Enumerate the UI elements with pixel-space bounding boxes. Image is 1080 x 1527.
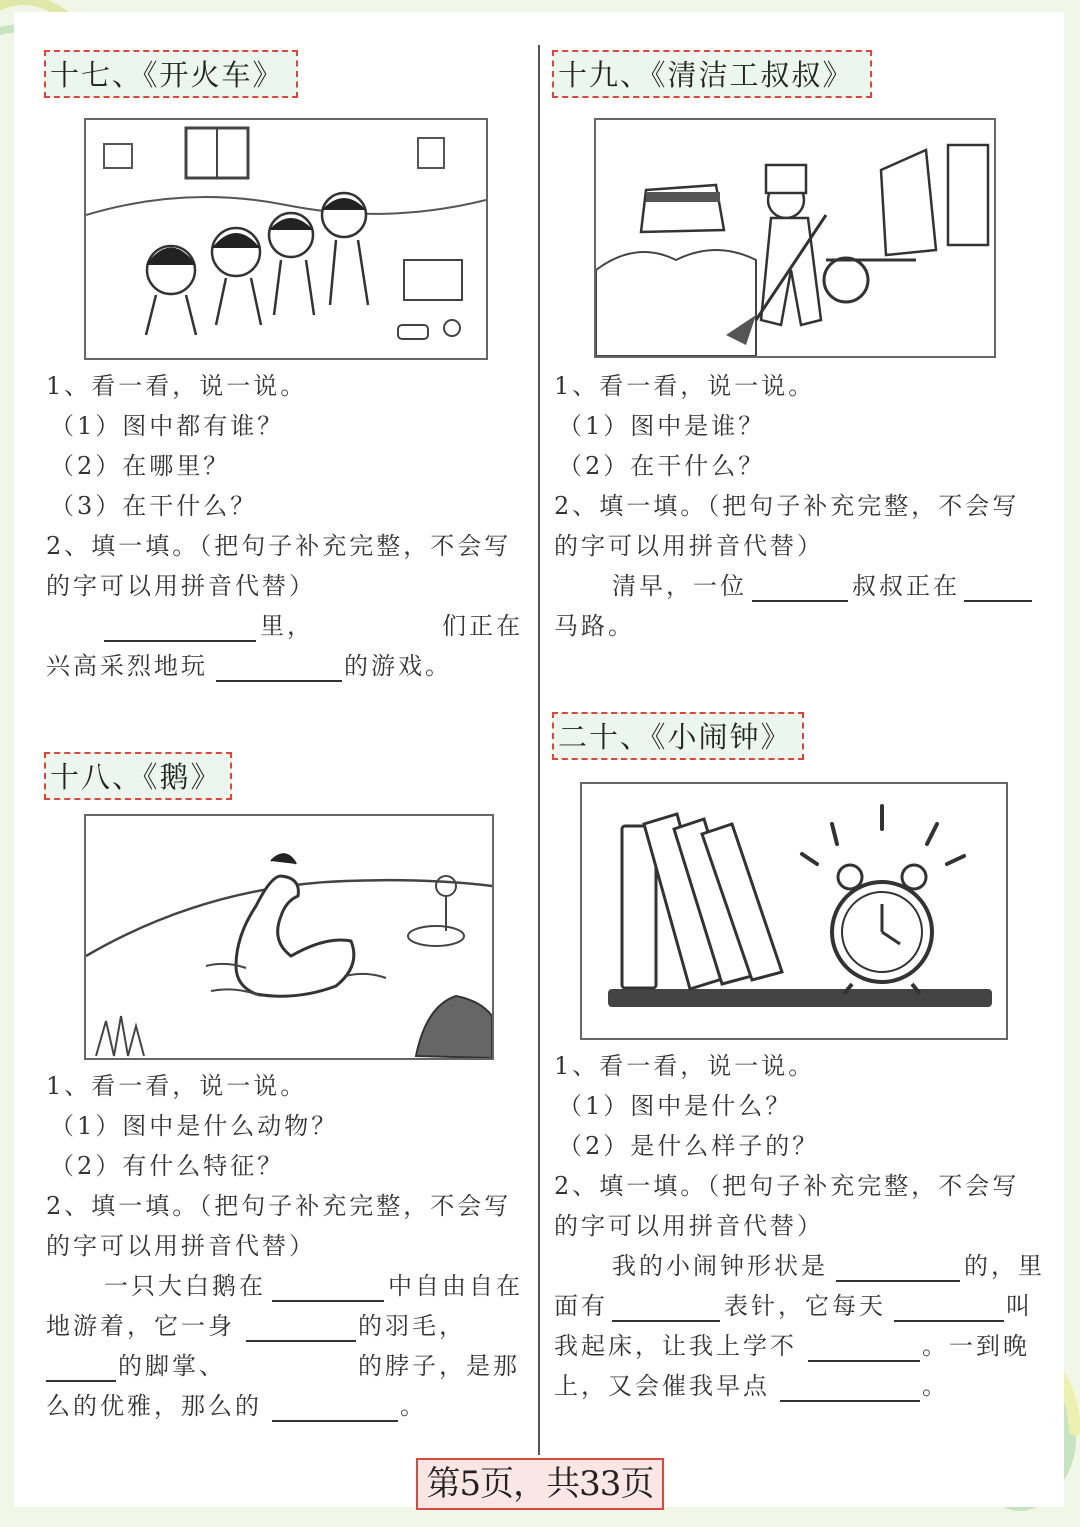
fill-text: 马路。 <box>554 612 635 640</box>
page-number: 第5页，共33页 <box>416 1458 664 1510</box>
answer-blank[interactable] <box>612 1320 720 1322</box>
answer-blank[interactable] <box>836 1280 960 1282</box>
fill-text: 我起床，让我上学不 <box>554 1332 797 1360</box>
fill-text: 叔叔正在 <box>852 572 960 600</box>
fill-text: 。一到晚 <box>922 1332 1030 1360</box>
question-line: 的字可以用拼音代替） <box>46 572 316 600</box>
answer-blank[interactable] <box>272 1420 398 1422</box>
fill-text: 。 <box>400 1392 427 1420</box>
question-line: 1、看一看，说一说。 <box>46 372 308 400</box>
section-title-19: 十九、《清洁工叔叔》 <box>552 50 872 98</box>
section-title-17: 十七、《开火车》 <box>44 50 298 98</box>
fill-text: 表针，它每天 <box>724 1292 886 1320</box>
answer-blank[interactable] <box>894 1320 1004 1322</box>
question-line: 的字可以用拼音代替） <box>554 532 824 560</box>
question-line: 的字可以用拼音代替） <box>554 1212 824 1240</box>
kids-train-illustration <box>84 118 488 360</box>
fill-text: 上，又会催我早点 <box>554 1372 770 1400</box>
answer-blank[interactable] <box>780 1400 920 1402</box>
fill-text: 一只大白鹅在 <box>104 1272 266 1300</box>
question-line: （1）图中都有谁？ <box>50 412 285 440</box>
answer-blank[interactable] <box>808 1360 920 1362</box>
fill-text: 清早，一位 <box>612 572 747 600</box>
answer-blank[interactable] <box>964 600 1032 602</box>
answer-blank[interactable] <box>46 1380 116 1382</box>
goose-illustration <box>84 814 494 1060</box>
fill-text: 面有 <box>554 1292 608 1320</box>
question-line: 2、填一填。（把句子补充完整，不会写 <box>554 1172 1020 1200</box>
answer-blank[interactable] <box>272 1300 384 1302</box>
fill-text: 的羽毛， <box>358 1312 466 1340</box>
question-line: （1）图中是谁？ <box>558 412 766 440</box>
column-divider <box>538 45 540 1455</box>
question-line: 2、填一填。（把句子补充完整，不会写 <box>554 492 1020 520</box>
fill-text: 们正在 <box>442 612 523 640</box>
question-line: （2）在干什么？ <box>558 452 766 480</box>
question-line: （1）图中是什么？ <box>558 1092 793 1120</box>
fill-text: 兴高采烈地玩 <box>46 652 208 680</box>
fill-text: 的脖子，是那 <box>358 1352 520 1380</box>
fill-text: 的，里 <box>964 1252 1045 1280</box>
fill-text: 中自由自在 <box>388 1272 523 1300</box>
answer-blank[interactable] <box>216 680 342 682</box>
question-line: （2）是什么样子的？ <box>558 1132 820 1160</box>
fill-text: 里， <box>260 612 314 640</box>
question-line: （2）在哪里？ <box>50 452 231 480</box>
answer-blank[interactable] <box>246 1340 356 1342</box>
section-title-20: 二十、《小闹钟》 <box>552 712 804 760</box>
question-line: 2、填一填。（把句子补充完整，不会写 <box>46 1192 512 1220</box>
fill-text: 。 <box>922 1372 949 1400</box>
question-line: 2、填一填。（把句子补充完整，不会写 <box>46 532 512 560</box>
fill-text: 我的小闹钟形状是 <box>612 1252 828 1280</box>
fill-text: 叫 <box>1006 1292 1033 1320</box>
answer-blank[interactable] <box>752 600 848 602</box>
question-line: （3）在干什么？ <box>50 492 258 520</box>
question-line: 1、看一看，说一说。 <box>554 372 816 400</box>
question-line: 1、看一看，说一说。 <box>554 1052 816 1080</box>
answer-blank[interactable] <box>104 640 256 642</box>
fill-text: 么的优雅，那么的 <box>46 1392 262 1420</box>
question-line: （2）有什么特征？ <box>50 1152 285 1180</box>
question-line: （1）图中是什么动物？ <box>50 1112 339 1140</box>
question-line: 1、看一看，说一说。 <box>46 1072 308 1100</box>
street-sweeper-illustration <box>594 118 996 358</box>
question-line: 的字可以用拼音代替） <box>46 1232 316 1260</box>
section-title-18: 十八、《鹅》 <box>44 752 232 800</box>
fill-text: 的游戏。 <box>344 652 452 680</box>
fill-text: 地游着，它一身 <box>46 1312 235 1340</box>
alarm-clock-illustration <box>580 782 1008 1040</box>
fill-text: 的脚掌、 <box>118 1352 226 1380</box>
